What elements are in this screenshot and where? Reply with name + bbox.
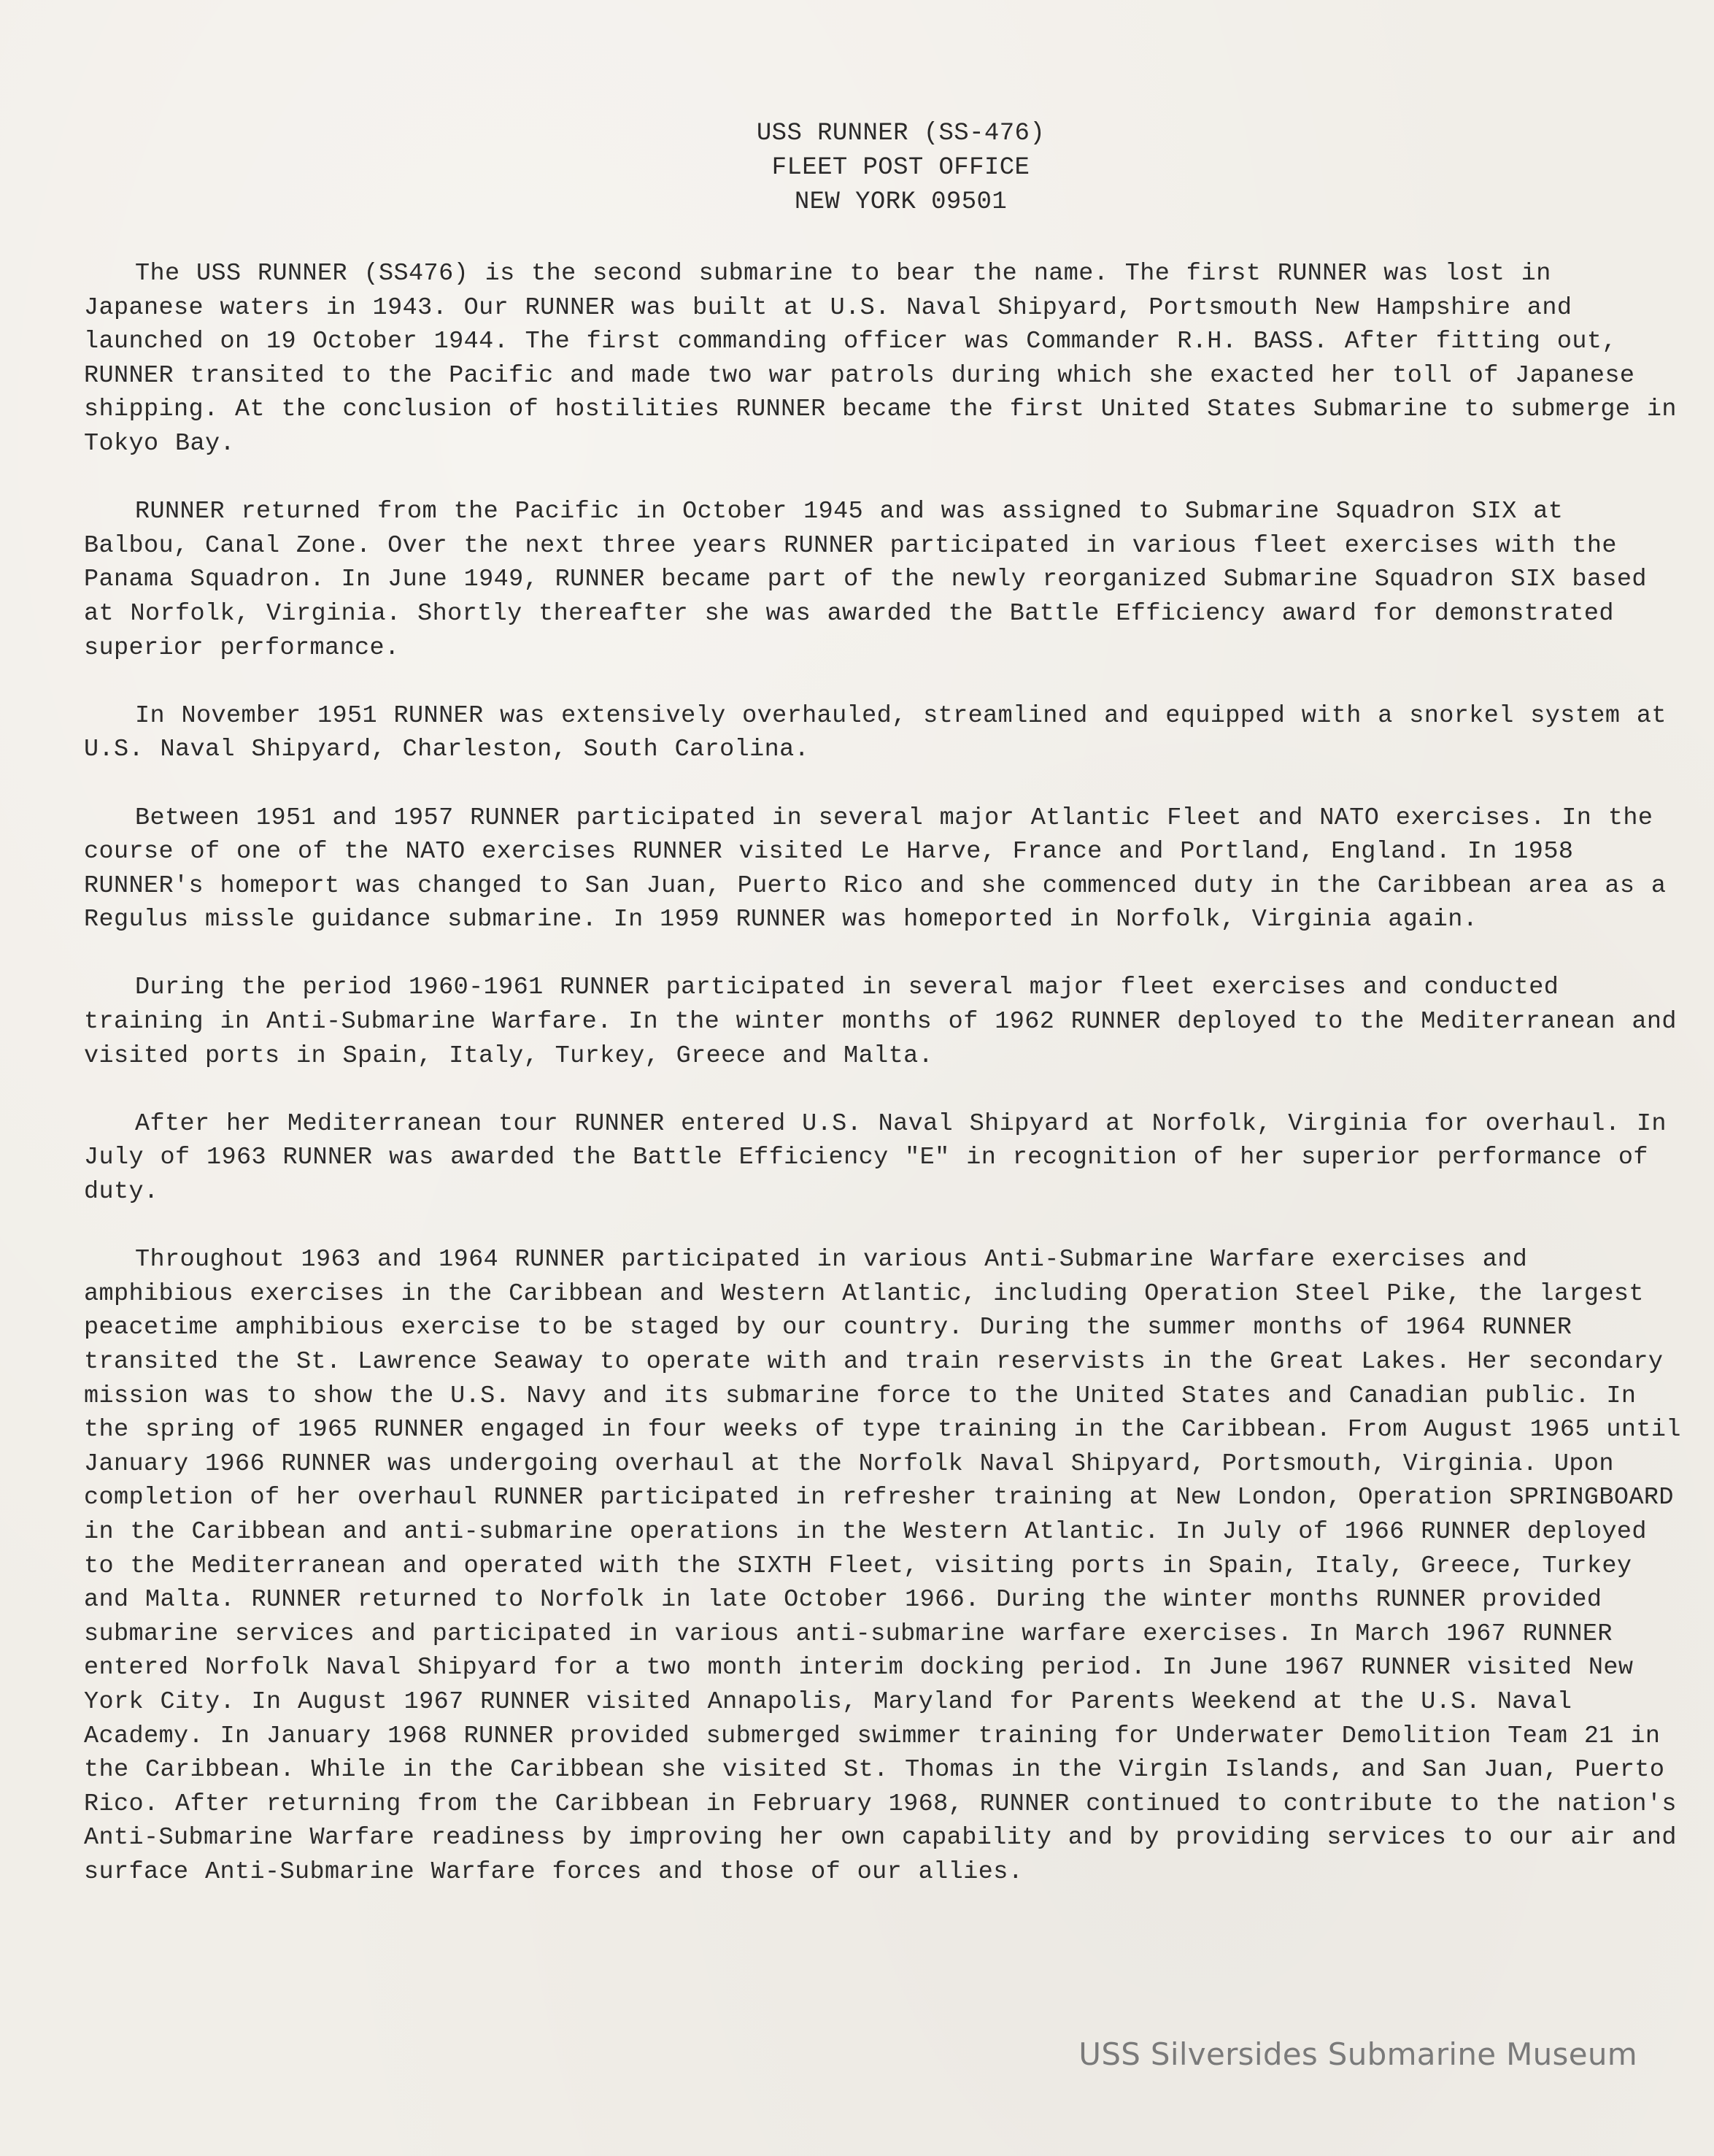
paragraph-1963-1968: Throughout 1963 and 1964 RUNNER participated in various Anti-Submarine Warfare exercises and amphibious exercises in the Caribbean and Western Atlantic, including Operation Steel Pike, the largest peacetime amphibious exercise to be staged by our country. During the summer months of 1964 RUNNER transited the St. Lawrence Seaway to operate with and train reservists in the Great Lakes. Her secondary mission was to show the U.S. Navy and its submarine force to the United States and Canadian public. In the spring of 1965 RUNNER engaged in four weeks of type training in the Caribbean. From August 1965 until January 1966 RUNNER was undergoing overhaul at the Norfolk Naval Shipyard, Portsmouth, Virginia. Upon completion of her overhaul RUNNER participated in refresher training at New London, Operation SPRINGBOARD in the Caribbean and anti-submarine operations in the Western Atlantic. In July of 1966 RUNNER deployed to the Mediterranean and operated with the SIXTH Fleet, visiting ports in Spain, Italy, Greece, Turkey and Malta. RUNNER returned to Norfolk in late October 1966. During the winter months RUNNER provided submarine services and participated in various anti-submarine warfare exercises. In March 1967 RUNNER entered Norfolk Naval Shipyard for a two month interim docking period. In June 1967 RUNNER visited New York City. In August 1967 RUNNER visited Annapolis, Maryland for Parents Weekend at the U.S. Naval Academy. In January 1968 RUNNER provided submerged swimmer training for Underwater Demolition Team 21 in the Caribbean. While in the Caribbean she visited St. Thomas in the Virgin Islands, and San Juan, Puerto Rico. After returning from the Caribbean in February 1968, RUNNER continued to contribute to the nation's Anti-Submarine Warfare readiness by improving her own capability and by providing services to our air and surface Anti-Submarine Warfare forces and those of our allies. [84,1246,1681,1886]
letterhead-post-office: FLEET POST OFFICE [771,154,1030,182]
letterhead [0,117,1714,220]
document-body [84,257,1682,1890]
paragraph-nato: Between 1951 and 1957 RUNNER participated in several major Atlantic Fleet and NATO exercises. In the course of one of the NATO exercises RUNNER visited Le Harve, France and Portland, England. In 1958 RUNNER's homeport was changed to San Juan, Puerto Rico and she commenced duty in the Caribbean area as a Regulus missle guidance submarine. In 1959 RUNNER was homeported in Norfolk, Virginia again. [84,804,1667,934]
paragraph-history: The USS RUNNER (SS476) is the second submarine to bear the name. The first RUNNER was lost in Japanese waters in 1943. Our RUNNER was built at U.S. Naval Shipyard, Portsmouth New Hampshire and launched on 19 October 1944. The first commanding officer was Commander R.H. BASS. After fitting out, RUNNER transited to the Pacific and made two war patrols during which she exacted her toll of Japanese shipping. At the conclusion of hostilities RUNNER became the first United States Submarine to submerge in Tokyo Bay. [84,260,1677,458]
letterhead-ship-name: USS RUNNER (SS-476) [756,120,1046,147]
paragraph-1960-1961: During the period 1960-1961 RUNNER participated in several major fleet exercises and conducted training in Anti-Submarine Warfare. In the winter months of 1962 RUNNER deployed to the Mediterranean and visited ports in Spain, Italy, Turkey, Greece and Malta. [84,974,1677,1070]
paragraph-mediterranean-tour: After her Mediterranean tour RUNNER entered U.S. Naval Shipyard at Norfolk, Virginia for overhaul. In July of 1963 RUNNER was awarded the Battle Efficiency "E" in recognition of her superior performance of duty. [84,1109,1667,1206]
paragraph-overhaul-1951: In November 1951 RUNNER was extensively overhauled, streamlined and equipped with a snorkel system at U.S. Naval Shipyard, Charleston, South Carolina. [84,701,1667,764]
museum-watermark: USS Silversides Submarine Museum [1078,2036,1637,2072]
paragraph-postwar: RUNNER returned from the Pacific in October 1945 and was assigned to Submarine Squadron SIX at Balbou, Canal Zone. Over the next three years RUNNER participated in various fleet exercises with the Panama Squadron. In June 1949, RUNNER became part of the newly reorganized Submarine Squadron SIX based at Norfolk, Virginia. Shortly thereafter she was awarded the Battle Efficiency award for demonstrated superior performance. [84,498,1647,662]
letterhead-city-zip: NEW YORK 09501 [794,188,1008,216]
